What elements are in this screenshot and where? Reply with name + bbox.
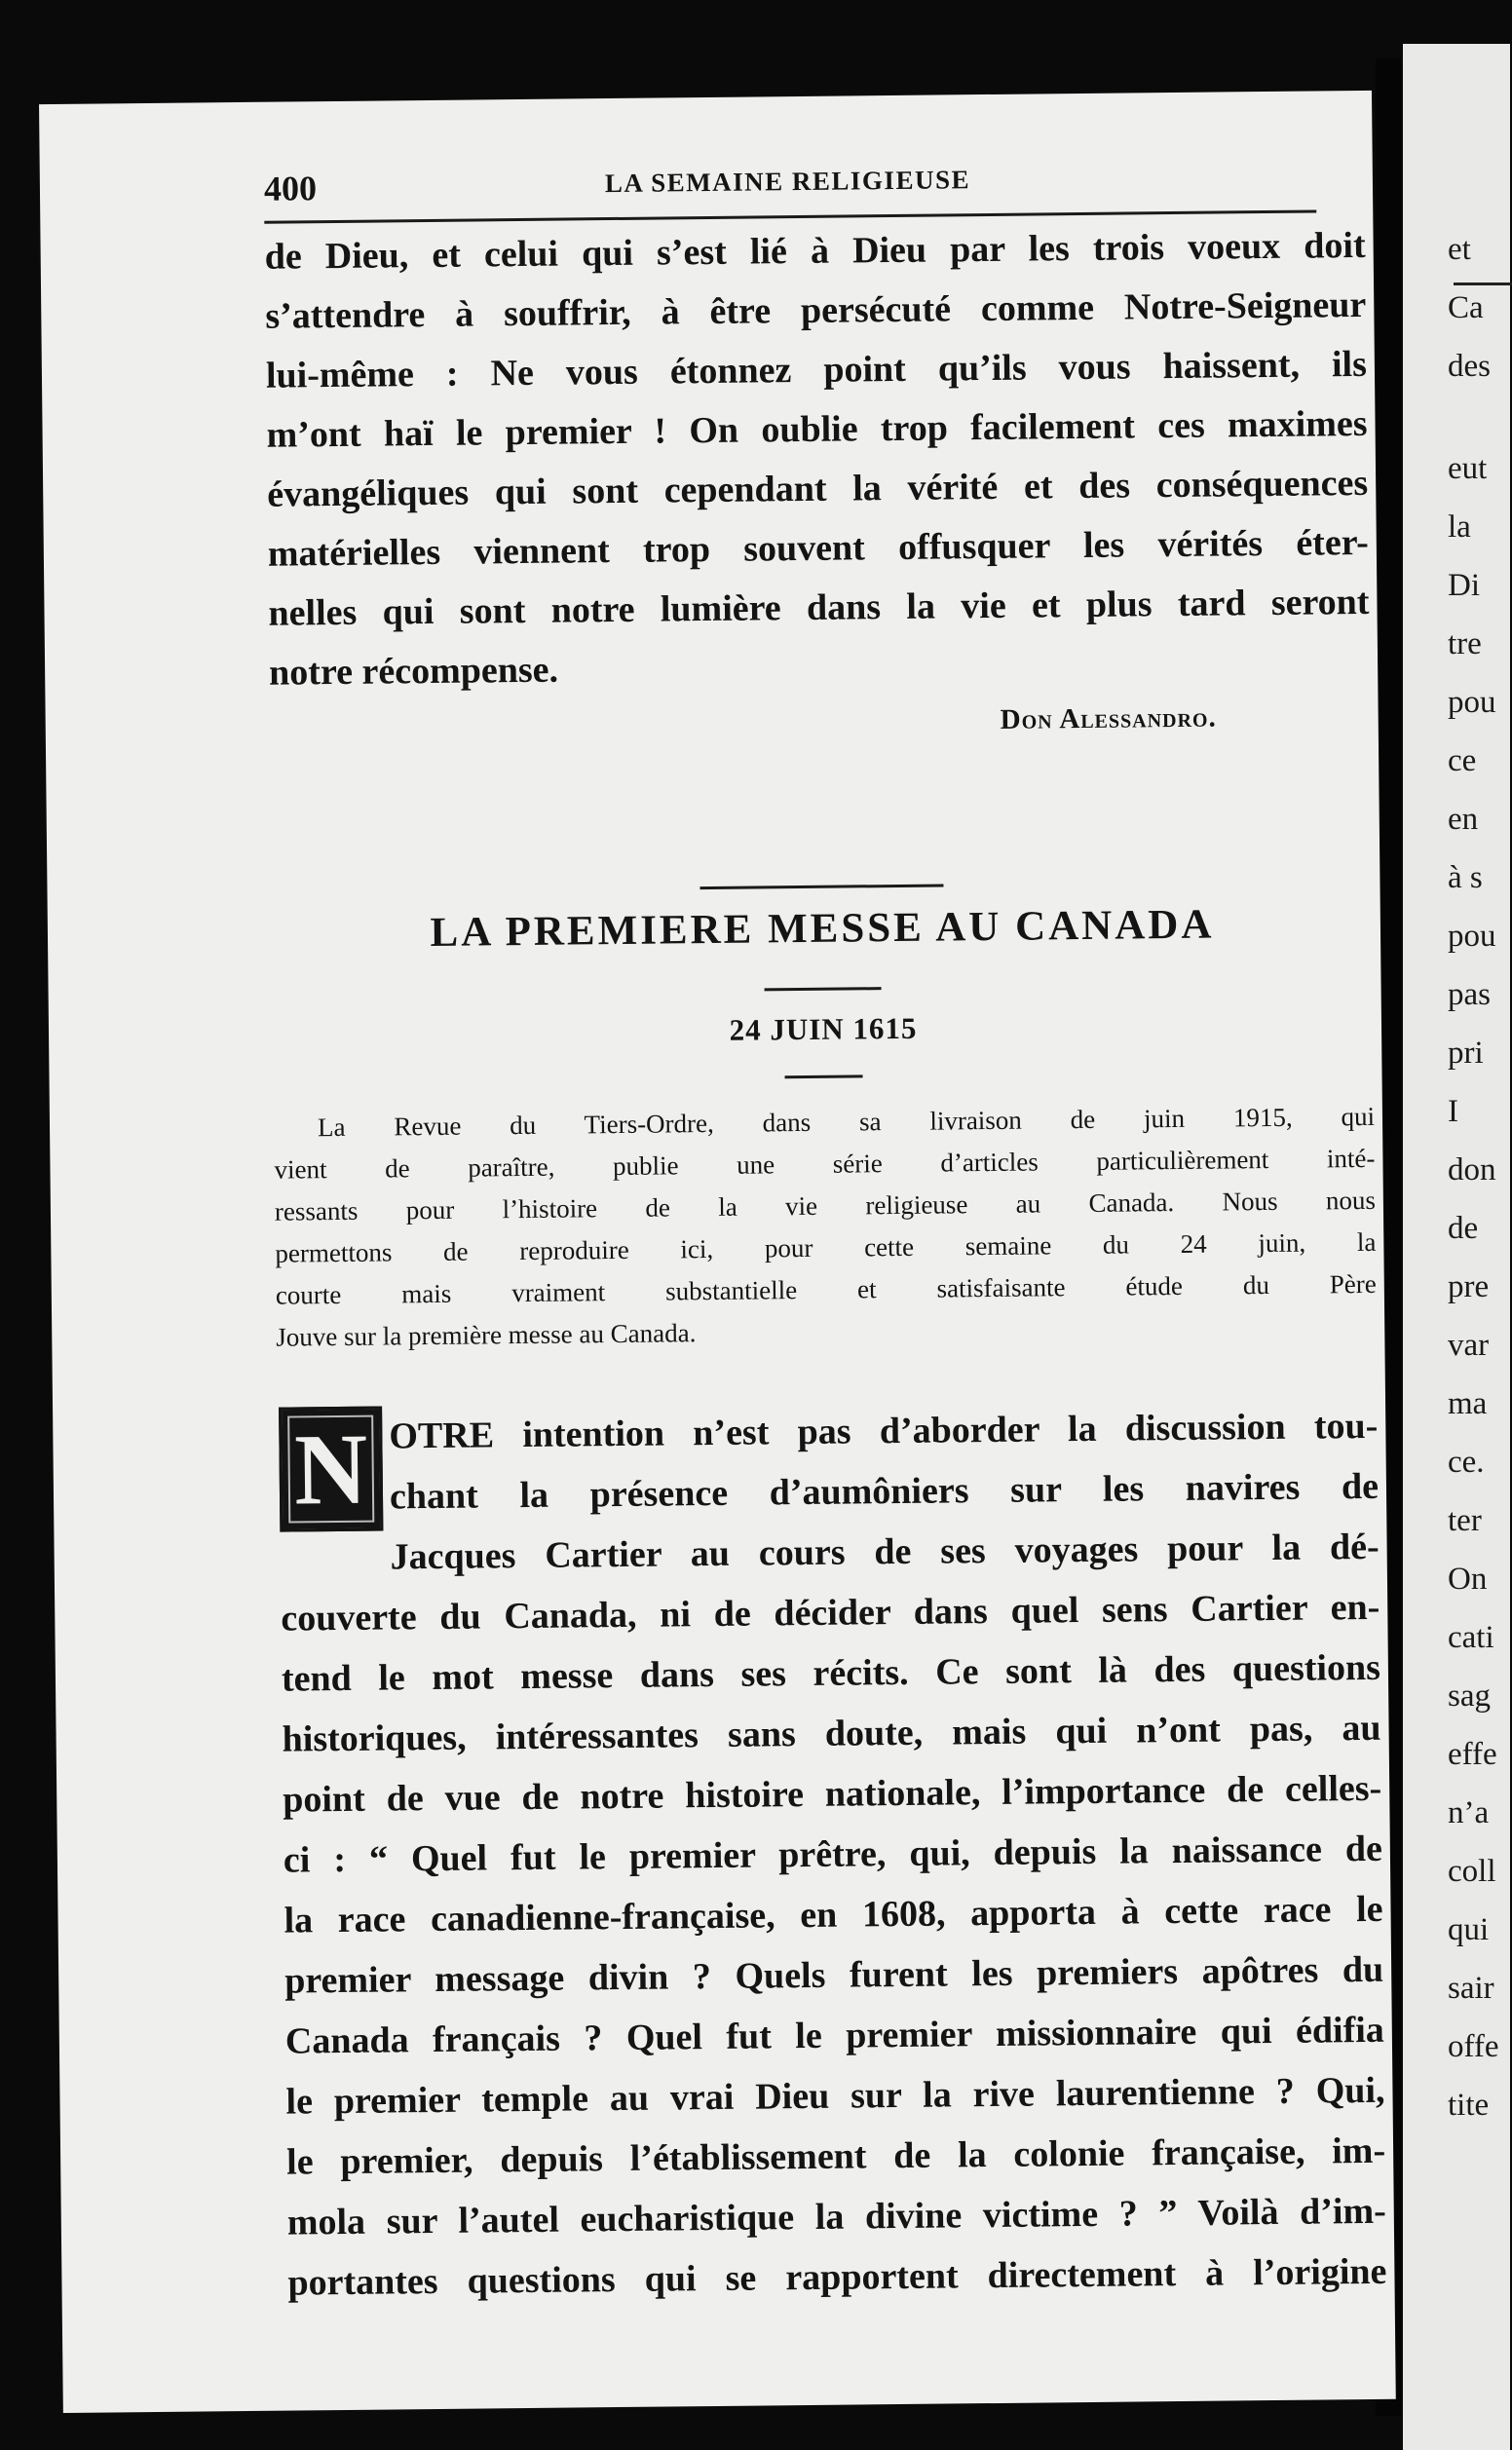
facing-page-fragment: n’a xyxy=(1448,1795,1490,1830)
running-head: LA SEMAINE RELIGIEUSE xyxy=(604,165,971,199)
facing-page-fragment: tre xyxy=(1448,626,1482,661)
facing-page-fragment: tite xyxy=(1448,2088,1490,2123)
facing-page-fragment: en xyxy=(1448,802,1479,837)
facing-page-fragment: la xyxy=(1448,509,1471,545)
facing-page-fragment: eut xyxy=(1448,451,1488,486)
facing-page-fragment: qui xyxy=(1448,1912,1490,1947)
facing-page-fragment: pou xyxy=(1448,919,1496,954)
facing-page-fragment: Ca xyxy=(1448,290,1484,325)
facing-page-fragment: coll xyxy=(1448,1854,1496,1889)
facing-page-fragment: don xyxy=(1448,1152,1496,1187)
body-line: nelles qui sont notre lumière dans la vie et plus tard seront xyxy=(268,581,1370,634)
intro-line: vient de paraître, publie une série d’articles particulièrement inté- xyxy=(274,1143,1376,1185)
facing-page-fragment: pou xyxy=(1448,685,1496,720)
page-number: 400 xyxy=(263,169,318,208)
article-body-line: chant la présence d’aumôniers sur les navires de xyxy=(389,1465,1380,1518)
article-body-line: mola sur l’autel eucharistique la divine victime ? ” Voilà d’im- xyxy=(286,2190,1386,2243)
facing-page-fragment: pre xyxy=(1448,1269,1490,1304)
intro-line: ressants pour l’histoire de la vie religieuse au Canada. Nous nous xyxy=(274,1185,1377,1226)
page xyxy=(39,91,1396,2413)
article-body-line: historiques, intéressantes sans doute, mais qui n’ont pas, au xyxy=(282,1707,1381,1760)
article-body-line: le premier temple au vrai Dieu sur la rive laurentienne ? Qui, xyxy=(285,2069,1385,2123)
facing-page-fragment: de xyxy=(1448,1211,1479,1246)
body-line: m’ont haï le premier ! On oublie trop facilement ces maximes xyxy=(266,402,1368,456)
facing-page-fragment: Di xyxy=(1448,568,1480,603)
facing-page-fragment: ce xyxy=(1448,743,1477,778)
signature: Don Alessandro. xyxy=(1000,701,1217,735)
article-body-line: point de vue de notre histoire nationale, l’importance de celles- xyxy=(283,1767,1382,1821)
facing-page-edge xyxy=(1403,44,1510,2450)
article-body-line: Jacques Cartier au cours de ses voyages pour la dé- xyxy=(390,1526,1380,1578)
body-line: évangéliques qui sont cependant la vérité et des conséquences xyxy=(267,462,1369,515)
article-body-line: premier message divin ? Quels furent les premiers apôtres du xyxy=(284,1948,1384,2002)
facing-page-fragment: ter xyxy=(1448,1503,1482,1538)
facing-page-rule xyxy=(1454,283,1512,285)
article-body-line: portantes questions qui se rapportent directement à l’origine xyxy=(287,2250,1387,2304)
intro-line: La Revue du Tiers-Ordre, dans sa livraison de juin 1915, qui xyxy=(317,1101,1376,1143)
article-body-line: la race canadienne-française, en 1608, apporta à cette race le xyxy=(284,1888,1383,1941)
facing-page-fragment: var xyxy=(1448,1328,1490,1363)
facing-page-fragment: des xyxy=(1448,349,1491,384)
body-line: notre récompense. xyxy=(268,649,559,694)
facing-page-fragment: pas xyxy=(1448,977,1491,1012)
article-body-line: tend le mot messe dans ses récits. Ce sont là des questions xyxy=(281,1646,1381,1700)
dropcap-initial: N xyxy=(279,1407,383,1532)
facing-page-fragment: offe xyxy=(1448,2029,1499,2064)
facing-page-fragment: sair xyxy=(1448,1971,1494,2006)
facing-page-fragment: ma xyxy=(1448,1386,1488,1421)
article-date: 24 JUIN 1615 xyxy=(729,1010,918,1047)
facing-page-fragment: On xyxy=(1448,1562,1488,1597)
title-rule-bottom xyxy=(765,987,882,991)
article-body-line: OTRE intention n’est pas d’aborder la discussion tou- xyxy=(389,1405,1379,1457)
body-line: de Dieu, et celui qui s’est lié à Dieu par les trois voeux doit xyxy=(264,224,1366,278)
facing-page-fragment: I xyxy=(1448,1094,1458,1129)
date-rule xyxy=(785,1074,863,1078)
facing-page-fragment: et xyxy=(1448,232,1471,267)
facing-page-fragment: sag xyxy=(1448,1678,1491,1714)
facing-page-fragment: effe xyxy=(1448,1737,1497,1772)
facing-page-fragment: à s xyxy=(1448,860,1483,895)
facing-page-fragment: pri xyxy=(1448,1036,1484,1071)
intro-line: courte mais vraiment substantielle et satisfaisante étude du Père xyxy=(275,1268,1377,1310)
facing-page-fragment: ce. xyxy=(1448,1445,1485,1480)
title-rule-top xyxy=(699,884,943,889)
body-line: lui-même : Ne vous étonnez point qu’ils vous haissent, ils xyxy=(265,343,1368,396)
article-body-line: ci : “ Quel fut le premier prêtre, qui, depuis la naissance de xyxy=(283,1828,1383,1881)
article-body-line: Canada français ? Quel fut le premier missionnaire qui édifia xyxy=(284,2009,1385,2062)
article-body-line: le premier, depuis l’établissement de la colonie française, im- xyxy=(285,2130,1386,2183)
intro-line: permettons de reproduire ici, pour cette semaine du 24 juin, la xyxy=(275,1226,1377,1268)
article-title: LA PREMIERE MESSE AU CANADA xyxy=(430,901,1215,957)
intro-line: Jouve sur la première messe au Canada. xyxy=(276,1318,697,1352)
header-rule xyxy=(264,209,1316,223)
article-body-line: couverte du Canada, ni de décider dans quel sens Cartier en- xyxy=(281,1586,1380,1640)
facing-page-fragment: cati xyxy=(1448,1620,1494,1655)
body-line: matérielles viennent trop souvent offusquer les vérités éter- xyxy=(267,521,1370,575)
page-header xyxy=(264,149,1399,209)
body-line: s’attendre à souffrir, à être persécuté comme Notre-Seigneur xyxy=(265,283,1367,337)
